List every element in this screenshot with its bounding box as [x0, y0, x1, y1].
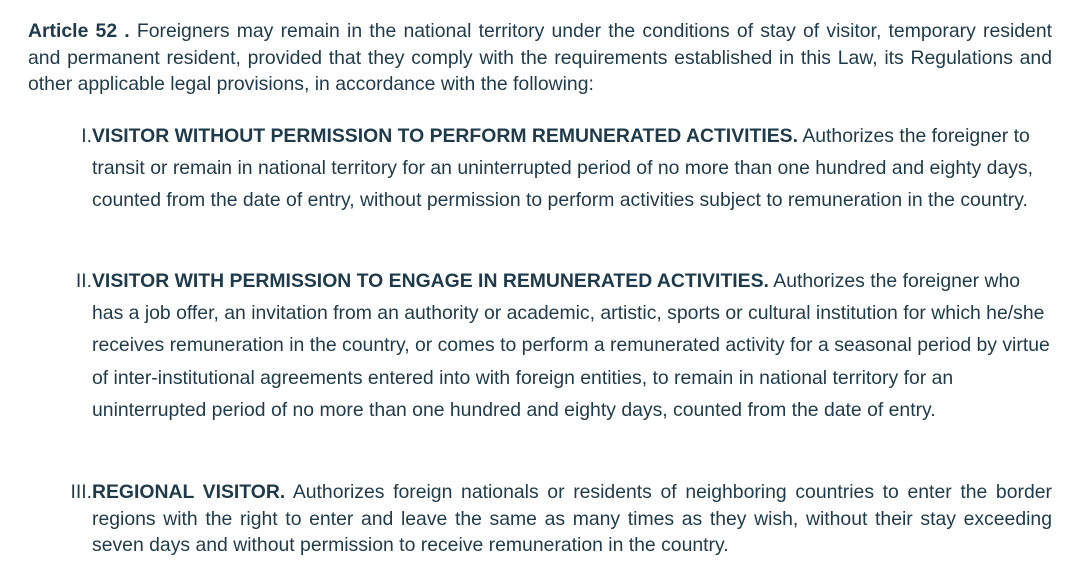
list-item: [75, 265, 1052, 426]
list-item: [81, 120, 1052, 217]
list-item-heading: VISITOR WITH PERMISSION TO ENGAGE IN REMUNERATED ACTIVITIES.: [92, 270, 769, 292]
list-item-numeral: III.: [70, 481, 92, 503]
article-title: Article 52 .: [28, 20, 130, 42]
list-item-text: Authorizes foreign nationals or residents of neighboring countries to enter the border regions with the right to enter and leave the same as many times as they wish, without their stay exceeding seven days and without permission to receive remuneration in the country.: [92, 481, 1052, 556]
article-paragraph: [28, 18, 1052, 98]
list-item-numeral: II.: [75, 270, 92, 292]
article-intro-text: Foreigners may remain in the national territory under the conditions of stay of visitor, temporary resident and permanent resident, provided that they comply with the requirements established in this Law, its Regulations and other applicable legal provisions, in accordance with the following:: [28, 20, 1052, 95]
list-item-numeral: I.: [81, 125, 92, 147]
list-item-heading: VISITOR WITHOUT PERMISSION TO PERFORM REMUNERATED ACTIVITIES.: [92, 125, 798, 147]
list-item: [70, 479, 1052, 559]
list-item-text: Authorizes the foreigner to transit or remain in national territory for an uninterrupted period of no more than one hundred and eighty days, counted from the date of entry, without permission to perform activities subject to remuneration in the country.: [92, 125, 1034, 212]
list-item-heading: REGIONAL VISITOR.: [92, 481, 286, 503]
list-item-text: Authorizes the foreigner who has a job offer, an invitation from an authority or academic, artistic, sports or cultural institution for which he/she receives remuneration in the country, or comes to perform a remunerated activity for a seasonal period by virtue of inter-institutional agreements entered into with foreign entities, to remain in national territory for an uninterrupted period of no more than one hundred and eighty days, counted from the date of entry.: [92, 270, 1050, 421]
